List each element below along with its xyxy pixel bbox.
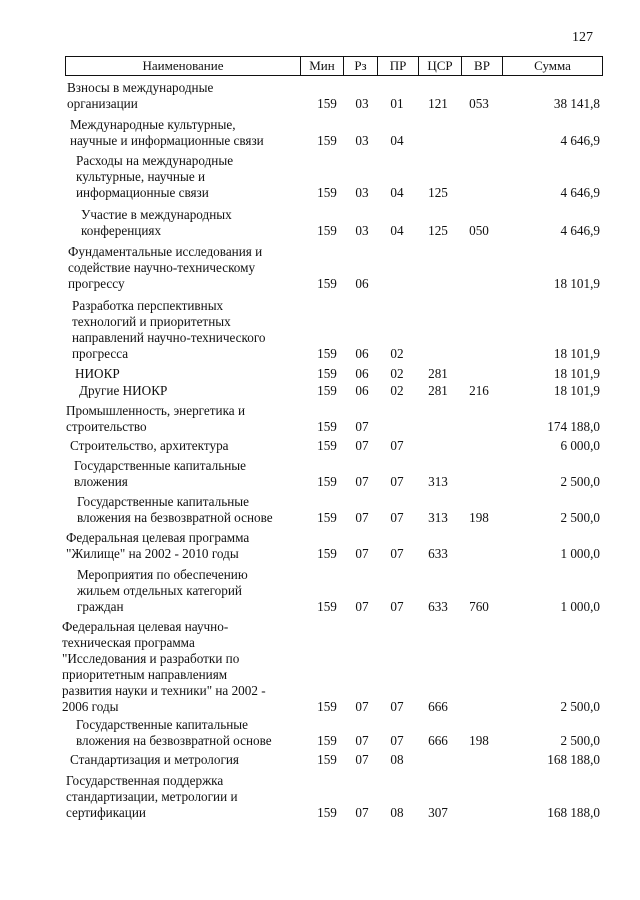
row-min: 159: [317, 546, 337, 561]
row-name: Промышленность, энергетика и строительство: [66, 403, 246, 434]
row-pr: 02: [390, 383, 404, 398]
row-min: 159: [317, 474, 337, 489]
row-sum: 4 646,9: [560, 185, 600, 200]
row-min: 159: [317, 805, 337, 820]
row-name: Строительство, архитектура: [70, 438, 229, 453]
page-number: 127: [572, 30, 593, 45]
row-name: Другие НИОКР: [79, 383, 168, 398]
table-row: [0, 530, 640, 562]
header-vr: ВР: [461, 57, 502, 75]
row-pr: 07: [390, 699, 404, 714]
row-name: Федеральная целевая программа "Жилище" на 2002 - 2010 годы: [66, 530, 250, 561]
table-row: [0, 366, 640, 382]
row-name: Расходы на международные культурные, научные и информационные связи: [76, 153, 234, 200]
header-min: Мин: [300, 57, 343, 75]
row-sum: 4 646,9: [560, 133, 600, 148]
row-pr: 07: [390, 474, 404, 489]
row-sum: 174 188,0: [547, 419, 600, 434]
row-pr: 08: [390, 752, 404, 767]
row-min: 159: [317, 752, 337, 767]
row-rz: 07: [355, 419, 369, 434]
table-row: [0, 494, 640, 526]
table-row: [0, 567, 640, 615]
row-sum: 2 500,0: [560, 510, 600, 525]
row-name: Стандартизация и метрология: [70, 752, 239, 767]
table-header: [65, 56, 603, 76]
row-vr: 760: [469, 599, 489, 614]
header-csr: ЦСР: [418, 57, 461, 75]
row-rz: 03: [355, 185, 369, 200]
row-min: 159: [317, 383, 337, 398]
row-pr: 08: [390, 805, 404, 820]
row-rz: 06: [355, 383, 369, 398]
row-rz: 07: [355, 699, 369, 714]
table-row: [0, 244, 640, 292]
row-sum: 4 646,9: [560, 223, 600, 238]
row-pr: 04: [390, 185, 404, 200]
row-min: 159: [317, 699, 337, 714]
row-sum: 18 101,9: [553, 346, 600, 361]
row-min: 159: [317, 346, 337, 361]
header-pr: ПР: [377, 57, 418, 75]
row-sum: 18 101,9: [553, 276, 600, 291]
row-name: Международные культурные, научные и информационные связи: [70, 117, 264, 148]
row-sum: 2 500,0: [560, 733, 600, 748]
row-min: 159: [317, 510, 337, 525]
row-rz: 06: [355, 346, 369, 361]
header-rz: Рз: [343, 57, 377, 75]
row-vr: 050: [469, 223, 489, 238]
row-csr: 281: [428, 366, 448, 381]
table-row: [0, 458, 640, 490]
row-csr: 307: [428, 805, 448, 820]
row-min: 159: [317, 438, 337, 453]
row-sum: 2 500,0: [560, 474, 600, 489]
row-min: 159: [317, 366, 337, 381]
row-csr: 633: [428, 546, 448, 561]
row-csr: 125: [428, 223, 448, 238]
row-csr: 666: [428, 733, 448, 748]
row-name: Взносы в международные организации: [67, 80, 214, 111]
row-vr: 198: [469, 733, 489, 748]
row-rz: 07: [355, 546, 369, 561]
table-row: [0, 80, 640, 112]
row-min: 159: [317, 599, 337, 614]
row-csr: 121: [428, 96, 448, 111]
row-csr: 633: [428, 599, 448, 614]
table-row: [0, 717, 640, 749]
row-csr: 125: [428, 185, 448, 200]
row-csr: 313: [428, 510, 448, 525]
row-name: Государственные капитальные вложения на безвозвратной основе: [77, 494, 273, 525]
row-pr: 07: [390, 510, 404, 525]
row-rz: 03: [355, 133, 369, 148]
row-sum: 1 000,0: [560, 546, 600, 561]
row-vr: 216: [469, 383, 489, 398]
table-row: [0, 773, 640, 821]
row-name: Государственные капитальные вложения на безвозвратной основе: [76, 717, 272, 748]
row-name: Участие в международных конференциях: [81, 207, 232, 238]
row-min: 159: [317, 223, 337, 238]
row-min: 159: [317, 733, 337, 748]
row-name: НИОКР: [75, 366, 120, 381]
table-row: [0, 117, 640, 149]
row-min: 159: [317, 185, 337, 200]
row-rz: 07: [355, 510, 369, 525]
row-vr: 053: [469, 96, 489, 111]
row-sum: 2 500,0: [560, 699, 600, 714]
row-sum: 18 101,9: [553, 366, 600, 381]
row-csr: 281: [428, 383, 448, 398]
row-min: 159: [317, 133, 337, 148]
row-sum: 18 101,9: [553, 383, 600, 398]
table-row: [0, 207, 640, 239]
row-min: 159: [317, 419, 337, 434]
table-row: [0, 438, 640, 454]
row-pr: 04: [390, 223, 404, 238]
row-pr: 07: [390, 438, 404, 453]
row-pr: 04: [390, 133, 404, 148]
row-sum: 168 188,0: [547, 805, 600, 820]
row-min: 159: [317, 96, 337, 111]
row-name: Разработка перспективных технологий и приоритетных направлений научно-технического прогресса: [72, 298, 266, 361]
row-pr: 02: [390, 366, 404, 381]
row-rz: 07: [355, 474, 369, 489]
row-sum: 6 000,0: [560, 438, 600, 453]
row-csr: 666: [428, 699, 448, 714]
row-name: Федеральная целевая научно- техническая программа "Исследования и разработки по приоритетным направлениям развития науки и техники" на 2002 - 2006 годы: [62, 619, 266, 714]
row-pr: 02: [390, 346, 404, 361]
row-name: Фундаментальные исследования и содействие научно-техническому прогрессу: [68, 244, 263, 291]
row-sum: 168 188,0: [547, 752, 600, 767]
row-pr: 07: [390, 599, 404, 614]
row-rz: 03: [355, 223, 369, 238]
row-rz: 07: [355, 733, 369, 748]
row-name: Государственные капитальные вложения: [74, 458, 246, 489]
table-row: [0, 619, 640, 715]
row-name: Мероприятия по обеспечению жильем отдельных категорий граждан: [77, 567, 248, 614]
row-pr: 01: [390, 96, 404, 111]
header-name: Наименование: [142, 58, 224, 73]
row-rz: 07: [355, 805, 369, 820]
row-min: 159: [317, 276, 337, 291]
row-rz: 07: [355, 438, 369, 453]
row-rz: 06: [355, 366, 369, 381]
row-rz: 07: [355, 599, 369, 614]
table-row: [0, 153, 640, 201]
header-sum: Сумма: [502, 57, 602, 75]
table-row: [0, 752, 640, 768]
row-name: Государственная поддержка стандартизации, метрологии и сертификации: [66, 773, 238, 820]
row-sum: 38 141,8: [553, 96, 600, 111]
row-vr: 198: [469, 510, 489, 525]
table-row: [0, 298, 640, 362]
row-rz: 07: [355, 752, 369, 767]
row-csr: 313: [428, 474, 448, 489]
row-pr: 07: [390, 733, 404, 748]
table-row: [0, 383, 640, 399]
row-pr: 07: [390, 546, 404, 561]
row-sum: 1 000,0: [560, 599, 600, 614]
row-rz: 03: [355, 96, 369, 111]
table-row: [0, 403, 640, 435]
row-rz: 06: [355, 276, 369, 291]
